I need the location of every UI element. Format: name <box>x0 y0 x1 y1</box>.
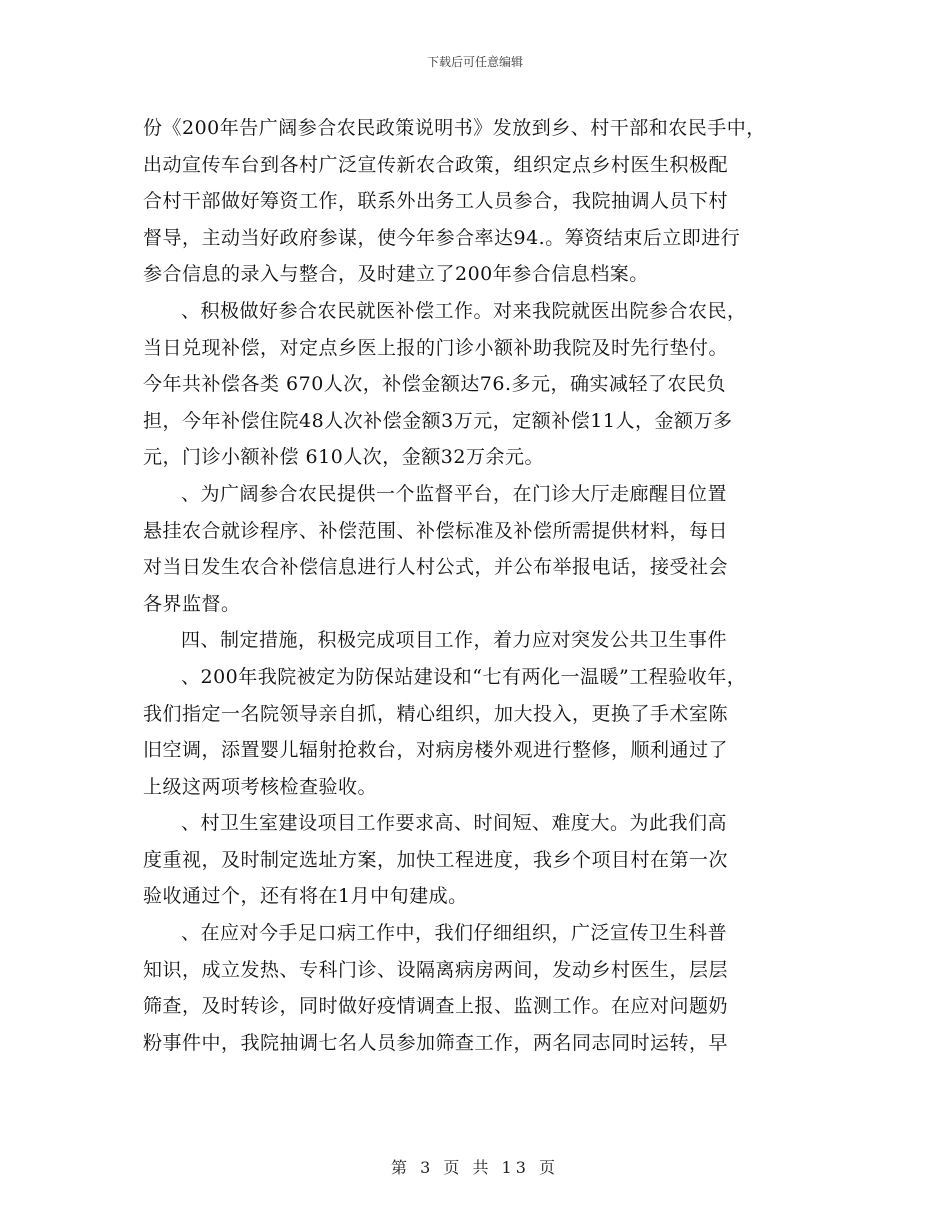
text-line: 旧空调，添置婴儿辐射抢救台，对病房楼外观进行整修，顺利通过了 <box>143 739 729 762</box>
text-line: 四、制定措施，积极完成项目工作，着力应对突发公共卫生事件 <box>181 629 728 652</box>
page-number-footer: 第 3 页 共 13 页 <box>391 1158 559 1177</box>
text-line: 合村干部做好筹资工作，联系外出务工人员参合，我院抽调人员下村 <box>143 190 729 213</box>
text-line: 度重视，及时制定选址方案，加快工程进度，我乡个项目村在第一次 <box>143 848 729 871</box>
text-line: 元，门诊小额补偿 610人次，金额32万余元。 <box>143 446 544 469</box>
text-line: 今年共补偿各类 670人次，补偿金额达76.多元，确实减轻了农民负 <box>143 373 727 396</box>
text-line: 验收通过个，还有将在1月中旬建成。 <box>143 885 468 908</box>
document-body <box>143 110 823 1061</box>
text-line: 担，今年补偿住院48人次补偿金额3万元，定额补偿11人，金额万多 <box>143 409 733 432</box>
text-line: 参合信息的录入与整合，及时建立了200年参合信息档案。 <box>143 263 649 286</box>
page-header: 下载后可任意编辑 <box>426 55 523 69</box>
text-line: 、村卫生室建设项目工作要求高、时间短、难度大。为此我们高 <box>181 812 728 835</box>
text-line: 筛查，及时转诊，同时做好疫情调查上报、监测工作。在应对问题奶 <box>143 995 729 1018</box>
text-line: 出动宣传车台到各村广泛宣传新农合政策，组织定点乡村医生积极配 <box>143 153 729 176</box>
text-line: 份《200年告广阔参合农民政策说明书》发放到乡、村干部和农民手中， <box>143 117 766 139</box>
text-line: 粉事件中，我院抽调七名人员参加筛查工作，两名同志同时运转，早 <box>143 1031 729 1054</box>
text-line: 悬挂农合就诊程序、补偿范围、补偿标准及补偿所需提供材料，每日 <box>143 519 729 542</box>
text-line: 、积极做好参合农民就医补偿工作。对来我院就医出院参合农民， <box>181 299 747 322</box>
text-line: 、在应对今手足口病工作中，我们仔细组织，广泛宣传卫生科普 <box>181 922 728 945</box>
text-line: 知识，成立发热、专科门诊、设隔离病房两间，发动乡村医生，层层 <box>143 958 729 981</box>
text-line: 当日兑现补偿，对定点乡医上报的门诊小额补助我院及时先行垫付。 <box>143 336 729 359</box>
text-line: 督导，主动当好政府参谋，使今年参合率达94.。筹资结束后立即进行 <box>143 226 741 249</box>
text-line: 、200年我院被定为防保站建设和“七有两化一温暖”工程验收年， <box>181 665 747 688</box>
text-line: 我们指定一名院领导亲自抓，精心组织，加大投入，更换了手术室陈 <box>143 702 729 725</box>
text-line: 、为广阔参合农民提供一个监督平台，在门诊大厅走廊醒目位置 <box>181 482 728 505</box>
text-line: 对当日发生农合补偿信息进行人村公式，并公布举报电话，接受社会 <box>143 556 729 579</box>
text-line: 各界监督。 <box>143 592 241 615</box>
text-line: 上级这两项考核检查验收。 <box>143 775 378 798</box>
